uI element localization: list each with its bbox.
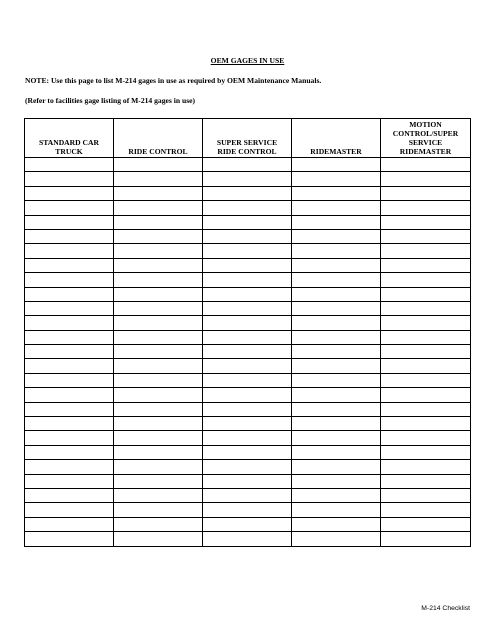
table-row [25,359,471,373]
table-body [25,158,471,547]
table-cell [381,373,471,387]
table-cell [114,359,203,373]
table-cell [114,316,203,330]
table-cell [381,417,471,431]
table-cell [203,301,292,315]
table-cell [381,330,471,344]
table-row [25,417,471,431]
table-cell [114,503,203,517]
table-row [25,287,471,301]
table-cell [114,215,203,229]
table-cell [381,402,471,416]
table-row [25,244,471,258]
table-cell [25,201,114,215]
table-cell [25,373,114,387]
table-cell [292,474,381,488]
table-cell [203,345,292,359]
table-cell [25,503,114,517]
table-cell [292,503,381,517]
header-label: RIDEMASTER [310,147,362,156]
table-cell [25,158,114,172]
table-cell [292,445,381,459]
table-cell [114,301,203,315]
table-row [25,488,471,502]
table-cell [114,474,203,488]
table-cell [114,388,203,402]
table-cell [114,532,203,546]
table-cell [203,215,292,229]
table-row [25,229,471,243]
table-row [25,330,471,344]
table-row [25,186,471,200]
table-row [25,517,471,531]
table-cell [25,186,114,200]
header-motion-control [381,119,471,158]
table-cell [203,474,292,488]
table-cell [25,316,114,330]
table-cell [203,186,292,200]
table-row [25,215,471,229]
table-cell [203,402,292,416]
table-cell [203,244,292,258]
table-cell [381,316,471,330]
table-cell [25,172,114,186]
table-cell [25,417,114,431]
table-cell [114,345,203,359]
table-cell [203,532,292,546]
table-cell [25,474,114,488]
table-cell [292,201,381,215]
table-cell [381,287,471,301]
table-cell [381,258,471,272]
table-row [25,474,471,488]
table-row [25,172,471,186]
table-cell [381,388,471,402]
header-ridemaster [292,119,381,158]
table-row [25,373,471,387]
table-cell [114,244,203,258]
table-cell [203,158,292,172]
table-row [25,445,471,459]
table-cell [292,215,381,229]
gages-table [24,118,471,547]
table-cell [25,431,114,445]
table-cell [114,330,203,344]
table-row [25,273,471,287]
table-row [25,532,471,546]
table-cell [292,172,381,186]
table-cell [381,488,471,502]
table-cell [114,172,203,186]
table-row [25,158,471,172]
instruction-note: NOTE: Use this page to list M-214 gages in use as required by OEM Maintenance Manuals. [25,76,322,85]
table-cell [25,301,114,315]
table-cell [292,287,381,301]
header-label: RIDE CONTROL [128,147,188,156]
table-cell [203,172,292,186]
table-cell [292,345,381,359]
table-cell [381,215,471,229]
table-row [25,460,471,474]
table-cell [25,445,114,459]
table-cell [203,460,292,474]
table-row [25,402,471,416]
table-cell [292,517,381,531]
table-cell [292,460,381,474]
table-cell [292,186,381,200]
table-row [25,301,471,315]
table-cell [292,229,381,243]
header-ride-control [114,119,203,158]
table-cell [203,373,292,387]
table-cell [292,330,381,344]
table-cell [292,488,381,502]
table-row [25,345,471,359]
table-cell [381,273,471,287]
table-cell [114,229,203,243]
table-cell [292,273,381,287]
table-cell [381,359,471,373]
table-cell [114,158,203,172]
table-cell [203,316,292,330]
table-cell [381,301,471,315]
reference-note: (Refer to facilities gage listing of M-214 gages in use) [25,96,196,105]
table-cell [114,445,203,459]
table-header-row [25,119,471,158]
table-cell [25,359,114,373]
table-cell [25,460,114,474]
table-cell [292,532,381,546]
table-cell [114,517,203,531]
table-cell [25,215,114,229]
table-cell [203,417,292,431]
table-cell [203,229,292,243]
table-cell [381,445,471,459]
table-cell [292,431,381,445]
header-label: SUPER SERVICE RIDE CONTROL [216,138,278,156]
header-standard-car-truck [25,119,114,158]
table-row [25,201,471,215]
table-cell [203,388,292,402]
table-cell [381,517,471,531]
table-cell [292,158,381,172]
table-cell [114,460,203,474]
table-cell [381,460,471,474]
table-cell [25,229,114,243]
table-cell [203,201,292,215]
table-cell [381,201,471,215]
table-cell [203,287,292,301]
table-cell [25,345,114,359]
table-row [25,316,471,330]
table-cell [381,532,471,546]
table-cell [114,273,203,287]
table-cell [292,373,381,387]
table-cell [114,417,203,431]
header-label: STANDARD CAR TRUCK [39,138,99,156]
table-cell [381,431,471,445]
table-cell [203,330,292,344]
table-cell [25,273,114,287]
table-cell [114,402,203,416]
table-cell [381,474,471,488]
table-cell [292,244,381,258]
table-cell [381,244,471,258]
table-cell [114,287,203,301]
table-cell [292,258,381,272]
table-row [25,503,471,517]
table-cell [203,273,292,287]
table-cell [203,445,292,459]
page-title: OEM GAGES IN USE [210,56,285,65]
table-cell [203,359,292,373]
table-row [25,388,471,402]
table-cell [114,488,203,502]
table-cell [114,201,203,215]
table-cell [203,258,292,272]
table-cell [381,186,471,200]
table-cell [25,402,114,416]
header-super-service-ride-control [203,119,292,158]
table-cell [292,417,381,431]
table-cell [114,431,203,445]
table-cell [381,503,471,517]
table-cell [25,488,114,502]
table-cell [25,244,114,258]
header-label: MOTION CONTROL/SUPER SERVICE RIDEMASTER [392,120,459,156]
table-cell [203,488,292,502]
table-cell [203,431,292,445]
table-cell [114,258,203,272]
table-cell [25,287,114,301]
table-cell [381,345,471,359]
table-cell [25,388,114,402]
table-cell [25,532,114,546]
table-cell [292,301,381,315]
table-cell [292,359,381,373]
table-row [25,258,471,272]
table-cell [381,229,471,243]
table-cell [203,517,292,531]
table-cell [25,517,114,531]
table-cell [25,258,114,272]
table-cell [292,316,381,330]
table-cell [292,388,381,402]
table-cell [25,330,114,344]
table-cell [114,186,203,200]
table-cell [292,402,381,416]
table-cell [203,503,292,517]
table-cell [114,373,203,387]
table-cell [381,158,471,172]
table-row [25,431,471,445]
footer-label: M-214 Checklist [421,605,470,612]
table-cell [381,172,471,186]
